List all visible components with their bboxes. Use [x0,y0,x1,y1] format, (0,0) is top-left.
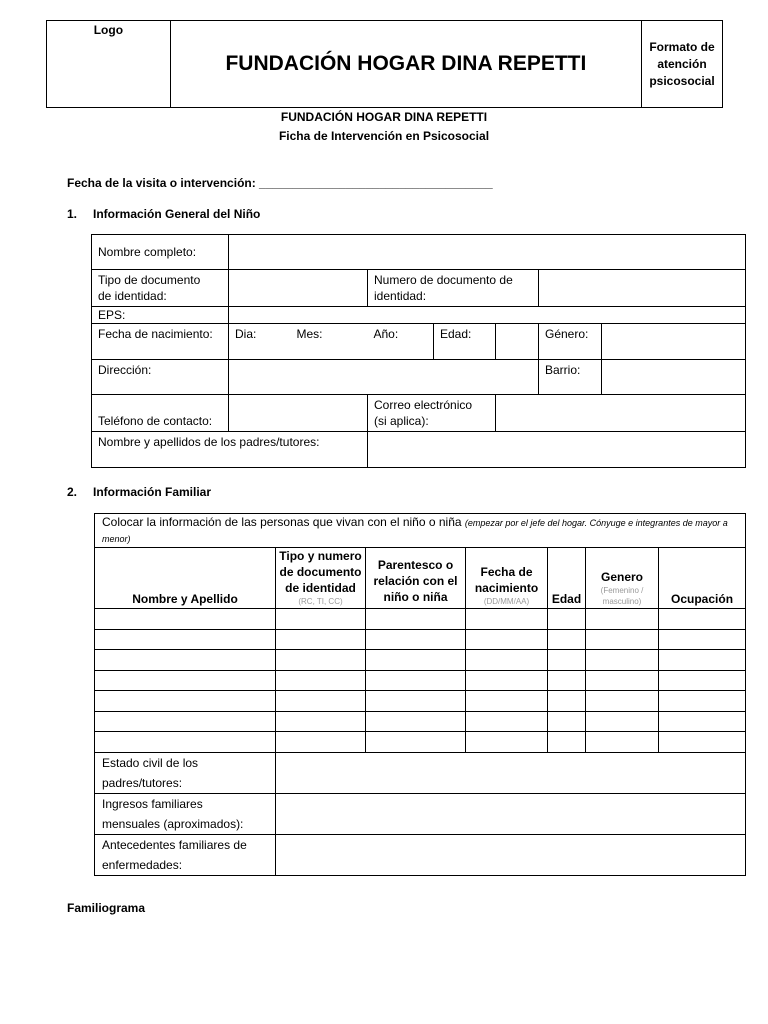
parents-input[interactable] [368,432,746,468]
doc-number-input[interactable] [539,270,746,307]
visit-date-field[interactable]: Fecha de la visita o intervención: ___________________________________ [67,176,493,190]
eps-input[interactable] [229,307,746,324]
logo-placeholder: Logo [47,21,171,108]
col-name-header: Nombre y Apellido [95,548,276,609]
section-2-heading [67,485,211,499]
col-gender-header: Genero (Femenino / masculino) [586,548,659,609]
general-info-table [91,234,746,468]
phone-input[interactable] [229,395,368,432]
table-row [95,732,746,753]
subtitle-form: Ficha de Intervención en Psicosocial [278,129,490,143]
address-label: Dirección: [92,360,229,395]
section-1-heading [67,207,260,221]
neighborhood-input[interactable] [602,360,746,395]
address-input[interactable] [229,360,539,395]
table-row [95,629,746,650]
civil-status-label: Estado civil de los padres/tutores: [95,752,276,793]
col-age-header: Edad [548,548,586,609]
format-label [642,21,723,108]
doc-type-input[interactable] [229,270,368,307]
parents-label: Nombre y apellidos de los padres/tutores: [92,432,368,468]
header-title: FUNDACIÓN HOGAR DINA REPETTI [170,21,641,108]
medical-history-input[interactable] [276,834,746,875]
family-instructions: Colocar la información de las personas que vivan con el niño o niña (empezar por el jefe del hogar. Cónyuge e integrantes de mayor a menor) [95,514,746,548]
phone-label: Teléfono de contacto: [92,395,229,432]
income-input[interactable] [276,793,746,834]
format-line-3: psicosocial [649,73,715,88]
birth-year-field[interactable]: Año: [368,324,434,360]
table-row [95,691,746,712]
col-birthdate-header: Fecha de nacimiento (DD/MM/AA) [466,548,548,609]
family-info-table [94,513,746,876]
age-label: Edad: [434,324,496,360]
subtitle-org: FUNDACIÓN HOGAR DINA REPETTI [280,110,488,124]
format-line-1: Formato de [649,39,715,54]
medical-history-label: Antecedentes familiares de enfermedades: [95,834,276,875]
section-1-number: 1. [67,207,78,221]
gender-label: Género: [539,324,602,360]
table-row [95,670,746,691]
table-row [95,650,746,671]
email-input[interactable] [496,395,746,432]
table-row [95,711,746,732]
col-relationship-header: Parentesco o relación con el niño o niña [366,548,466,609]
neighborhood-label: Barrio: [539,360,602,395]
col-document-header: Tipo y numero de documento de identidad (RC, TI, CC) [276,548,366,609]
birth-date-label: Fecha de nacimiento: [92,324,229,360]
document-header [46,20,723,108]
familiograma-heading: Familiograma [67,901,146,915]
section-2-title: Información Familiar [93,485,212,499]
civil-status-input[interactable] [276,752,746,793]
birth-day-field[interactable]: Dia: [229,324,291,360]
age-input[interactable] [496,324,539,360]
full-name-label: Nombre completo: [92,235,229,270]
doc-type-label: Tipo de documento de identidad: [92,270,229,307]
full-name-input[interactable] [229,235,746,270]
format-line-2: atención [657,56,707,71]
section-2-number: 2. [67,485,78,499]
gender-input[interactable] [602,324,746,360]
eps-label: EPS: [92,307,229,324]
section-1-title: Información General del Niño [93,207,261,221]
table-row [95,609,746,630]
income-label: Ingresos familiares mensuales (aproximados): [95,793,276,834]
doc-number-label: Numero de documento de identidad: [368,270,539,307]
col-occupation-header: Ocupación [659,548,746,609]
email-label: Correo electrónico (si aplica): [368,395,496,432]
birth-month-field[interactable]: Mes: [291,324,368,360]
